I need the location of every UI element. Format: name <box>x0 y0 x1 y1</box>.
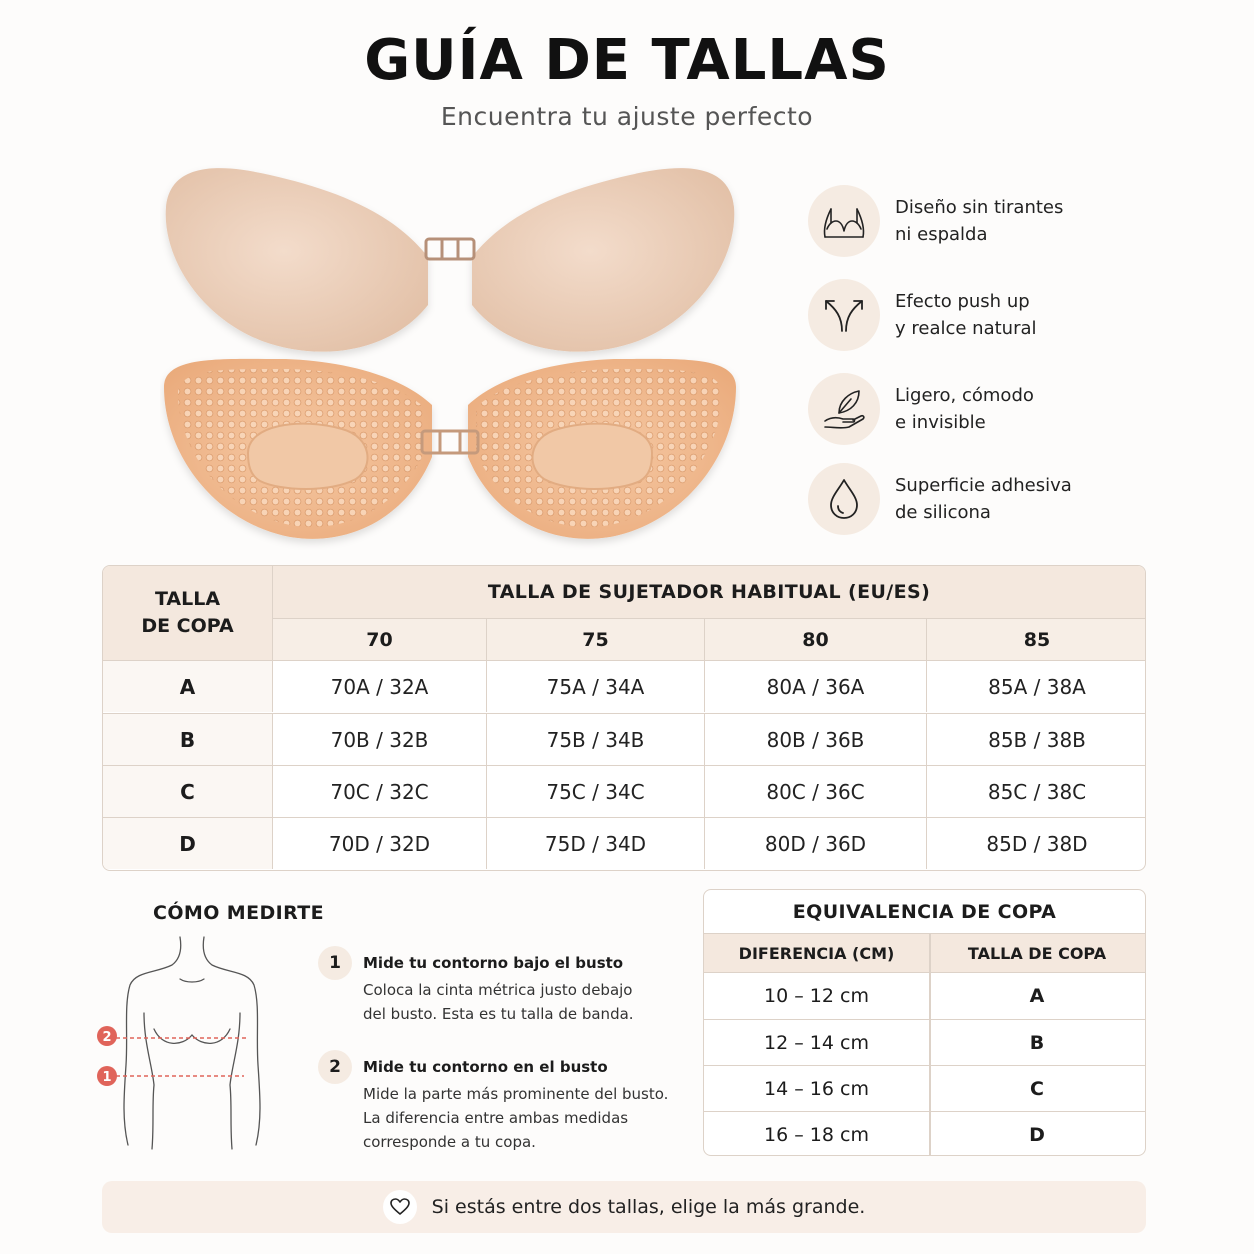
table-cell: 75C / 34C <box>487 766 705 817</box>
cup-size-header: TALLA DE COPA <box>929 934 1145 973</box>
table-cell: 85B / 38B <box>988 727 1086 752</box>
cup-size-header-line: DE COPA <box>141 615 234 637</box>
table-cell: 85C / 38C <box>987 779 1087 804</box>
step-number: 2 <box>318 1050 352 1084</box>
step-line: Mide la parte más prominente del busto. <box>363 1085 669 1103</box>
feature-text: de silicona <box>895 502 991 523</box>
cup-cell: A <box>1029 985 1045 1007</box>
table-cell: 70B / 32B <box>273 714 487 765</box>
table-cell: 70D / 32D <box>273 818 487 869</box>
cup-cell: D <box>1029 1123 1045 1146</box>
step-line: Coloca la cinta métrica justo debajo <box>363 981 633 999</box>
difference-cell: 16 – 18 cm <box>764 1123 869 1146</box>
band-size-header: TALLA DE SUJETADOR HABITUAL (EU/ES) <box>273 566 1145 619</box>
size-table <box>102 565 1146 871</box>
difference-cell: 14 – 16 cm <box>764 1077 869 1100</box>
table-cell: 75A / 34A <box>487 661 705 712</box>
table-cell: 80A / 36A <box>705 661 927 712</box>
feature-item <box>808 279 1155 351</box>
band-header-80: 80 <box>705 619 927 661</box>
step-line: del busto. Esta es tu talla de banda. <box>363 1005 634 1023</box>
equivalence-title: EQUIVALENCIA DE COPA <box>704 890 1145 934</box>
table-row <box>704 973 1145 1019</box>
table-row <box>103 713 1145 765</box>
feather-hand-icon <box>808 373 880 445</box>
table-row <box>704 1065 1145 1111</box>
heart-icon <box>383 1190 417 1224</box>
table-row <box>704 1019 1145 1065</box>
table-cell: 70A / 32A <box>273 661 487 712</box>
marker-2-label: 2 <box>102 1030 112 1045</box>
page-title: GUÍA DE TALLAS <box>364 28 890 93</box>
table-cell: 80D / 36D <box>705 818 927 869</box>
table-cell: 85A / 38A <box>988 674 1086 699</box>
cup-equivalence-table <box>703 889 1146 1156</box>
body-measure-diagram <box>92 935 292 1150</box>
cup-size-header-line: TALLA <box>154 588 221 610</box>
page-subtitle: Encuentra tu ajuste perfecto <box>440 102 814 131</box>
feature-item <box>808 185 1155 257</box>
table-row <box>103 817 1145 869</box>
band-header-70: 70 <box>273 619 487 661</box>
push-up-arrows-icon <box>808 279 880 351</box>
feature-item <box>808 373 1155 445</box>
band-header-75: 75 <box>487 619 705 661</box>
bra-icon <box>808 185 880 257</box>
table-row <box>103 765 1145 817</box>
step-line: corresponde a tu copa. <box>363 1133 536 1151</box>
feature-text: Superficie adhesiva <box>895 475 1072 496</box>
table-row <box>704 1111 1145 1156</box>
cup-label: A <box>103 661 273 712</box>
adhesive-bra-image <box>160 155 740 550</box>
step-number: 1 <box>318 946 352 980</box>
feature-text: y realce natural <box>895 318 1037 339</box>
feature-text: Efecto push up <box>895 291 1030 312</box>
measure-title: CÓMO MEDIRTE <box>153 902 325 924</box>
table-cell: 85D / 38D <box>986 831 1088 856</box>
feature-item <box>808 463 1155 535</box>
marker-1-label: 1 <box>102 1070 112 1085</box>
table-row <box>103 660 1145 712</box>
step-title: Mide tu contorno bajo el busto <box>363 954 624 972</box>
difference-cell: 12 – 14 cm <box>764 1031 869 1054</box>
feature-text: ni espalda <box>895 224 988 245</box>
table-cell: 80C / 36C <box>705 766 927 817</box>
table-cell: 75B / 34B <box>487 714 705 765</box>
cup-cell: B <box>1029 1031 1045 1054</box>
drop-icon <box>808 463 880 535</box>
cup-label: D <box>103 818 273 869</box>
feature-text: Diseño sin tirantes <box>895 197 1064 218</box>
band-header-85: 85 <box>927 619 1146 661</box>
difference-header: DIFERENCIA (CM) <box>704 934 929 973</box>
cup-cell: C <box>1030 1077 1044 1100</box>
tip-text: Si estás entre dos tallas, elige la más grande. <box>431 1196 866 1218</box>
step-line: La diferencia entre ambas medidas <box>363 1109 629 1127</box>
table-cell: 80B / 36B <box>705 714 927 765</box>
table-cell: 70C / 32C <box>273 766 487 817</box>
cup-size-header <box>103 566 273 661</box>
feature-text: Ligero, cómodo <box>895 385 1034 406</box>
size-tip-banner <box>102 1181 1146 1233</box>
cup-label: B <box>103 714 273 765</box>
difference-cell: 10 – 12 cm <box>764 985 869 1007</box>
table-cell: 75D / 34D <box>487 818 705 869</box>
step-title: Mide tu contorno en el busto <box>363 1058 608 1076</box>
feature-text: e invisible <box>895 412 986 433</box>
cup-label: C <box>103 766 273 817</box>
